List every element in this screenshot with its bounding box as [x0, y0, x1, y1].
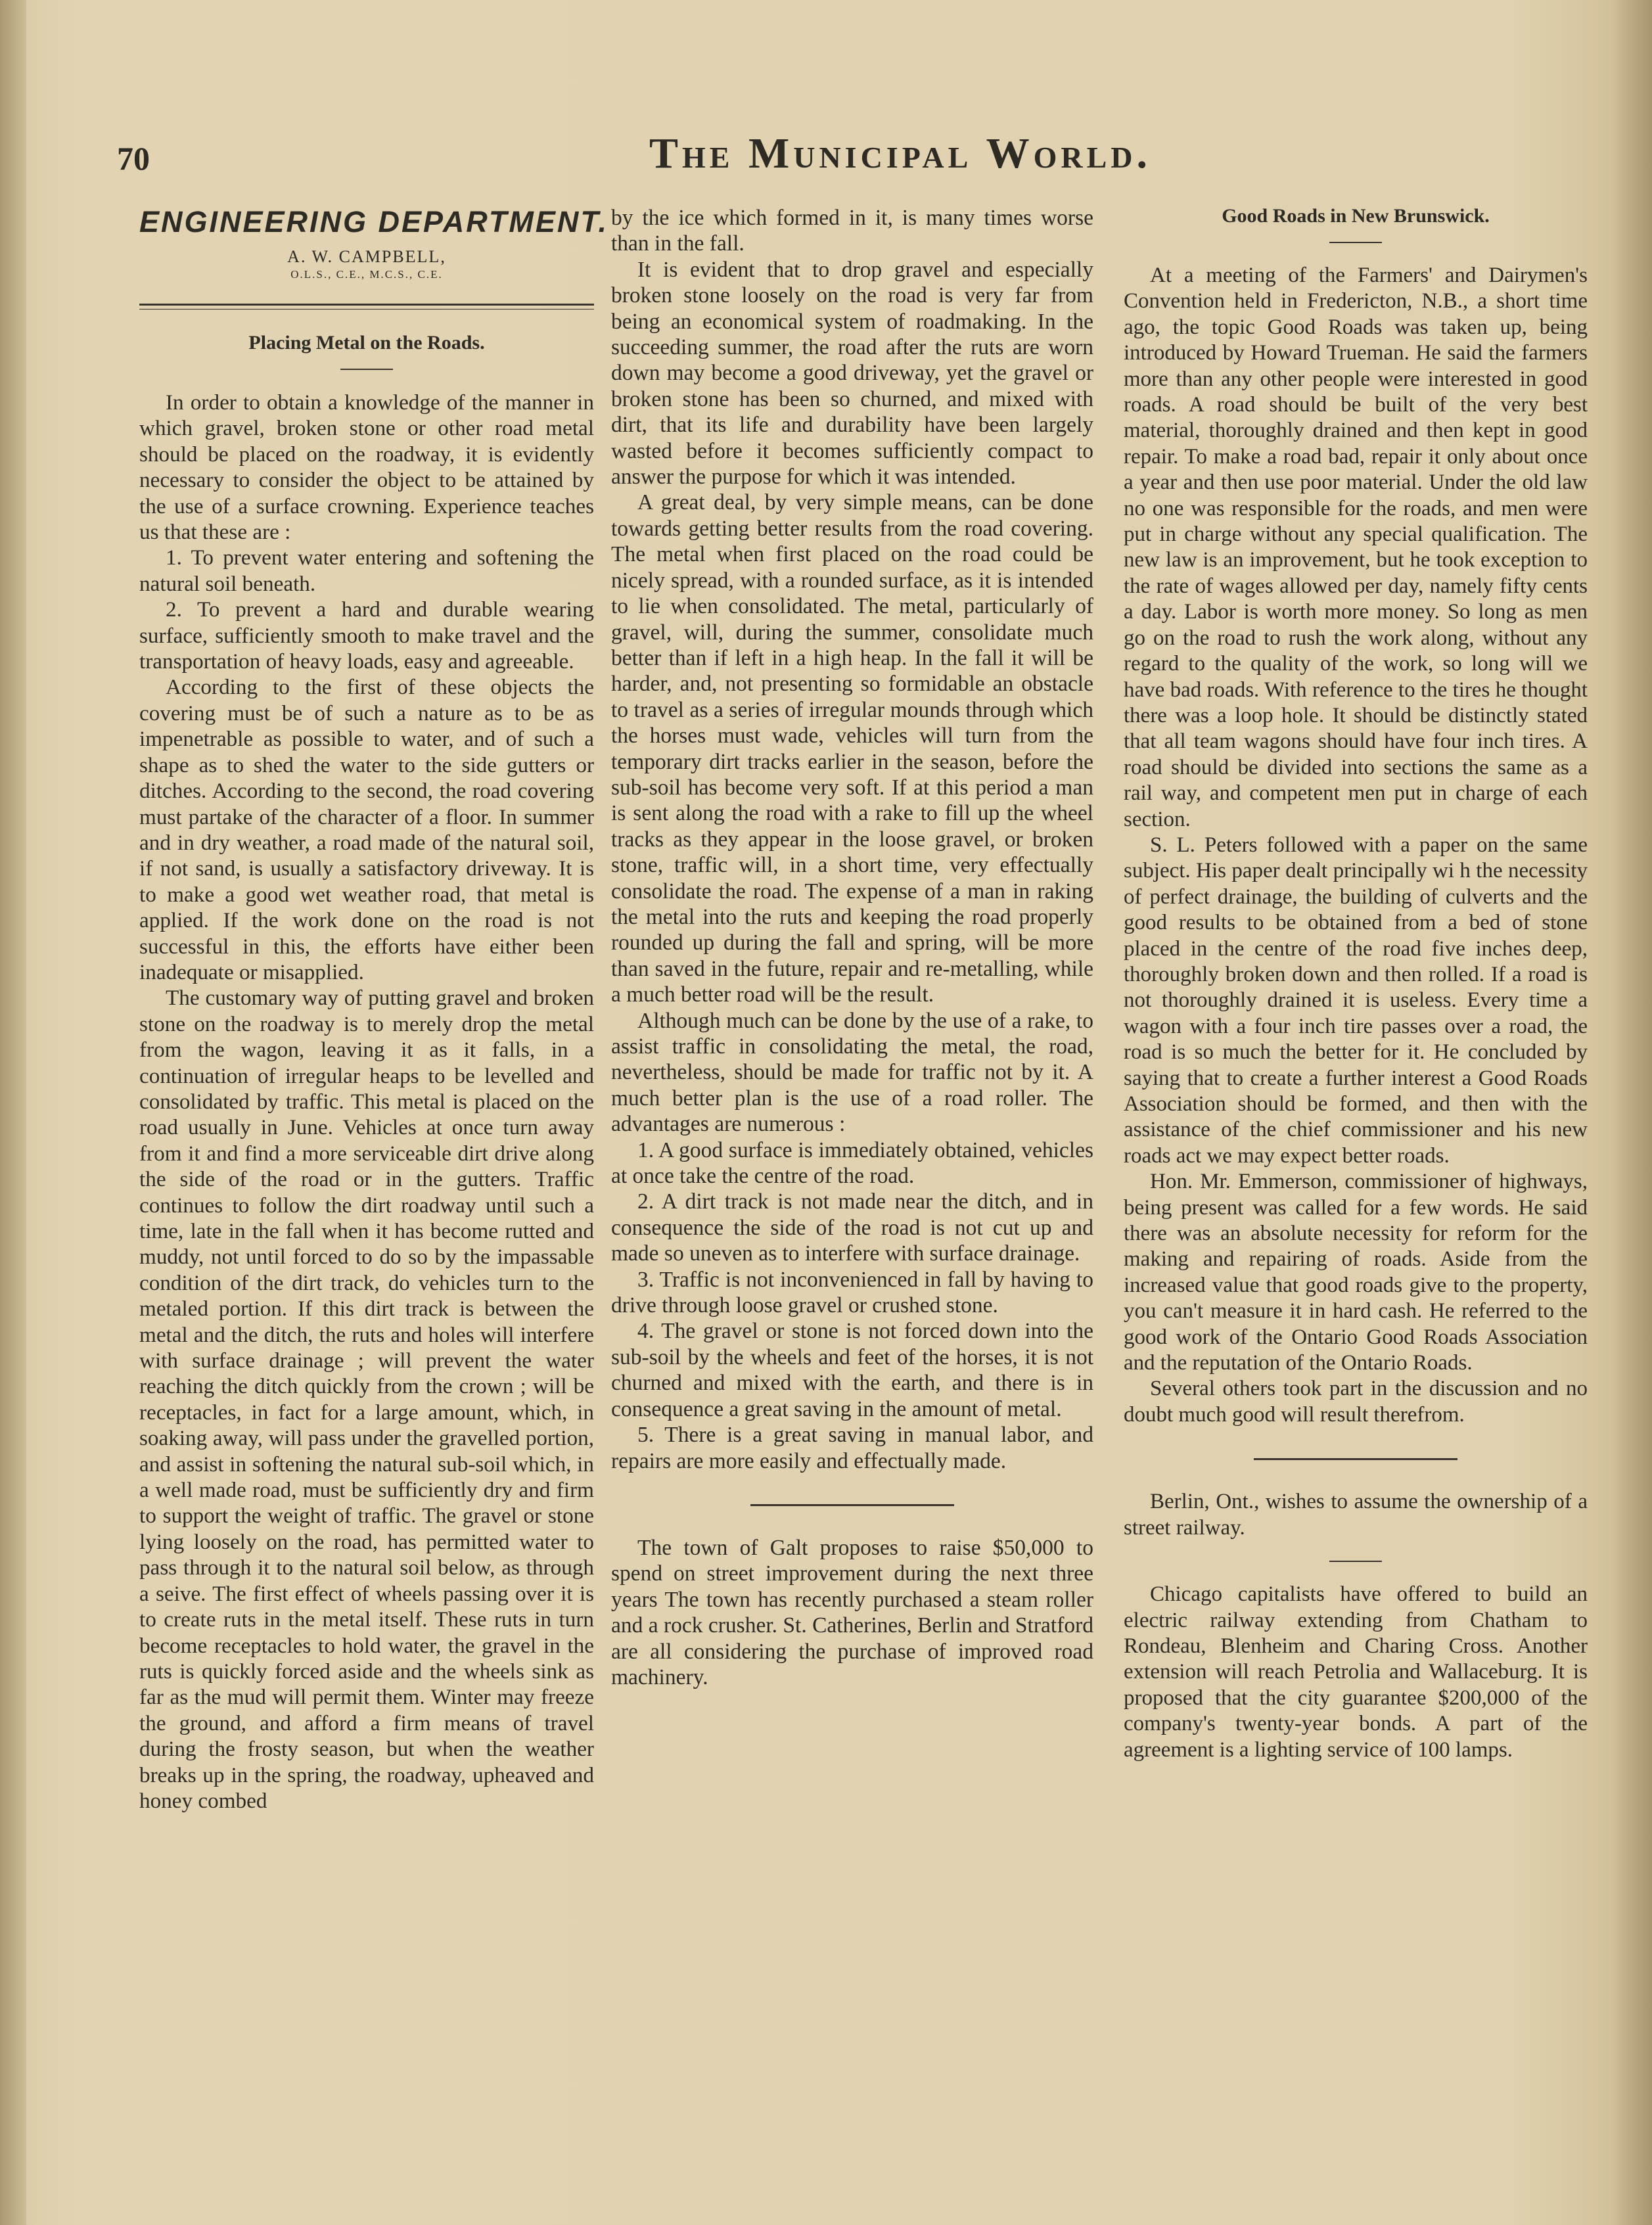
page-number: 70 — [117, 140, 150, 177]
article-paragraph: by the ice which formed in it, is many times worse than in the fall. — [611, 206, 1093, 256]
item-separator-short-rule — [1329, 1561, 1382, 1562]
heading-rule — [340, 369, 393, 370]
news-item-berlin: Berlin, Ont., wishes to assume the ownership of a street railway. — [1124, 1490, 1588, 1540]
article-paragraph: Although much can be done by the use of a rake, to assist traffic in consolidating the metal, the road, nevertheless, should be made for traffic not by it. A much better plan is the use of a road roller. The advantages are numerous : — [611, 1008, 1093, 1137]
article-paragraph: 2. To prevent a hard and durable wearing surface, sufficiently smooth to make travel and the transportation of heavy loads, easy and agreeable. — [139, 597, 594, 674]
article-paragraph: 1. To prevent water entering and softening the natural soil beneath. — [139, 545, 594, 596]
list-item: 4. The gravel or stone is not forced down into the sub-soil by the wheels and feet of the horses, it is not churned and mixed with the earth, and there is in consequence a great saving in the amount of metal. — [611, 1319, 1093, 1421]
column-2 — [611, 205, 1093, 1690]
article-paragraph: Several others took part in the discussion and no doubt much good will result therefrom. — [1124, 1377, 1588, 1427]
item-separator-rule — [750, 1504, 954, 1506]
page-edge-shadow — [1613, 0, 1652, 2225]
list-item: 1. A good surface is immediately obtained, vehicles at once take the centre of the road. — [611, 1137, 1093, 1189]
article-paragraph: It is evident that to drop gravel and especially broken stone loosely on the road is very far from being an economical system of roadmaking. In the succeeding summer, the road after the ruts are worn down may become a good driveway, yet the gravel or broken stone has been so churned, and mixed with dirt, that its life and durability have been largely wasted before it becomes sufficiently compact to answer the purpose for which it was intended. — [611, 257, 1093, 490]
column-3 — [1124, 205, 1588, 1763]
list-item: 2. A dirt track is not made near the ditch, and in consequence the side of the road is not cut up and made so uneven as to interfere with surface drainage. — [611, 1189, 1093, 1266]
department-title: ENGINEERING DEPARTMENT. — [139, 205, 609, 239]
article-heading-new-brunswick: Good Roads in New Brunswick. — [1222, 205, 1490, 227]
section-rule — [139, 304, 594, 310]
article-paragraph: Hon. Mr. Emmerson, commissioner of highways, being present was called for a few words. He said there was an absolute necessity for reform for the making and repairing of roads. Aside from the increased value that good roads give to the property, you can't measure it in hard cash. He referred to the good work of the Ontario Good Roads Association and the reputation of the Ontario Roads. — [1124, 1170, 1588, 1375]
article-paragraph: At a meeting of the Farmers' and Dairymen's Convention held in Fredericton, N.B., a short time ago, the topic Good Roads was taken up, being introduced by Howard Trueman. He said the farmers more than any other people were interested in good roads. A road should be built of the very best material, thoroughly drained and then kept in good repair. To make a road bad, repair it only about once a year and then use poor material. Under the old law no one was responsible for the roads, and men were put in charge without any special qualification. The new law is an improvement, but he took exception to the rate of wages allowed per day, namely fifty cents a day. Labor is worth more money. So long as men go on the road to rush the work along, without any regard to the quality of the work, so long will we have bad roads. With reference to the tires he thought there was a loop hole. It should be distinctly stated that all team wagons should have four inch tires. A road should be divided into sections the same as a rail way, and competent men put in charge of each section. — [1124, 264, 1588, 831]
article-paragraph: The customary way of putting gravel and broken stone on the roadway is to merely drop the metal from the wagon, leaving it as it falls, in a continuation of irregular heaps to be levelled and consolidated by traffic. This metal is placed on the road usually in June. Vehicles at once turn away from it and find a more serviceable dirt drive along the side of the road or in the gutters. Traffic continues to follow the dirt roadway until such a time, late in the fall when it has become rutted and muddy, not until forced to do so by the impassable condition of the dirt track, do vehicles turn to the metaled portion. If this dirt track is between the metal and the ditch, the ruts and holes will interfere with surface drainage ; will prevent the water reaching the ditch quickly from the crown ; will be receptacles, in fact for a large amount, which, in soaking away, will pass under the gravelled portion, and assist in softening the natural sub-soil which, in a well made road, must be sufficiently dry and firm to support the weight of traffic. The gravel or stone lying loosely on the road, has permitted water to pass through it to the natural soil below, as through a seive. The first effect of wheels passing over it is to create ruts in the metal itself. These ruts in turn become receptacles to hold water, the gravel in the ruts is quickly forced aside and the wheels sink as far as the mud will permit them. Winter may freeze the ground, and afford a firm means of travel during the frosty season, but when the weather breaks up in the spring, the roadway, upheaved and honey combed — [139, 986, 594, 1813]
article-heading-placing-metal: Placing Metal on the Roads. — [248, 332, 485, 354]
article-paragraph: S. L. Peters followed with a paper on the same subject. His paper dealt principally wi h the necessity of perfect drainage, the building of culverts and the good results to be obtained from a bed of stone placed in the centre of the road five inches deep, thoroughly broken down and then rolled. If a road is not thoroughly drained it is useless. Every time a wagon with a four inch tire passes over a road, the road is so much the better for it. He concluded by saying that to create a further interest a Good Roads Association should be formed, and then with the assistance of the chief commissioner and his new roads act we may expect better roads. — [1124, 833, 1588, 1168]
editor-credentials: O.L.S., C.E., M.C.S., C.E. — [290, 268, 443, 281]
news-item-galt: The town of Galt proposes to raise $50,000 to spend on street improvement during the next three years The town has recently purchased a steam roller and a rock crusher. St. Catherines, Berlin and Stratford are all considering the purchase of improved road machinery. — [611, 1535, 1094, 1689]
binding-gutter — [0, 0, 26, 2225]
editor-name: A. W. CAMPBELL, — [287, 247, 446, 266]
article-paragraph: In order to obtain a knowledge of the manner in which gravel, broken stone or other road metal should be placed on the roadway, it is evidently necessary to consider the object to be attained by the use of a surface crowning. Experience teaches us that these are : — [139, 390, 594, 545]
news-item-chicago: Chicago capitalists have offered to build an electric railway extending from Chatham to Rondeau, Blenheim and Charing Cross. Another extension will reach Petrolia and Wallaceburg. It is proposed that the city guarantee $200,000 of the company's twenty-year bonds. A part of the agreement is a lighting service of 100 lamps. — [1124, 1582, 1588, 1762]
list-item: 3. Traffic is not inconvenienced in fall by having to drive through loose gravel or crushed stone. — [611, 1267, 1093, 1318]
heading-rule — [1329, 242, 1382, 243]
article-paragraph: According to the first of these objects the covering must be of such a nature as to be as impenetrable as possible to water, and of such a shape as to shed the water to the side gutters or ditches. According to the second, the road covering must partake of the character of a floor. In summer and in dry weather, a road made of the natural soil, if not sand, is usually a satisfactory driveway. It is to make a good wet weather road, that metal is applied. If the work done on the road is not successful in this, the efforts have either been inadequate or misapplied. — [139, 675, 594, 984]
item-separator-rule — [1254, 1458, 1457, 1460]
article-paragraph: A great deal, by very simple means, can be done towards getting better results from the road covering. The metal when first placed on the road could be nicely spread, with a rounded surface, as it is intended to lie when consolidated. The metal, particularly of gravel, will, during the summer, consolidate much better than if left in a high heap. In the fall it will be harder, and, not presenting so formidable an obstacle to travel as a series of irregular mounds through which the horses must wade, vehicles will turn from the temporary dirt tracks earlier in the season, before the sub-soil has become very soft. If at this period a man is sent along the road with a rake to fill up the wheel tracks as they appear in the loose gravel, or broken stone, traffic will, in a short time, very effectually consolidate the road. The expense of a man in raking the metal into the ruts and keeping the road properly rounded up during the fall and spring, will be more than saved in the future, repair and re-metalling, while a much better road will be the result. — [611, 490, 1093, 1007]
column-1 — [139, 205, 609, 1814]
masthead: The Municipal World. — [649, 129, 1152, 177]
list-item: 5. There is a great saving in manual labor, and repairs are more easily and effectually made. — [611, 1423, 1093, 1473]
